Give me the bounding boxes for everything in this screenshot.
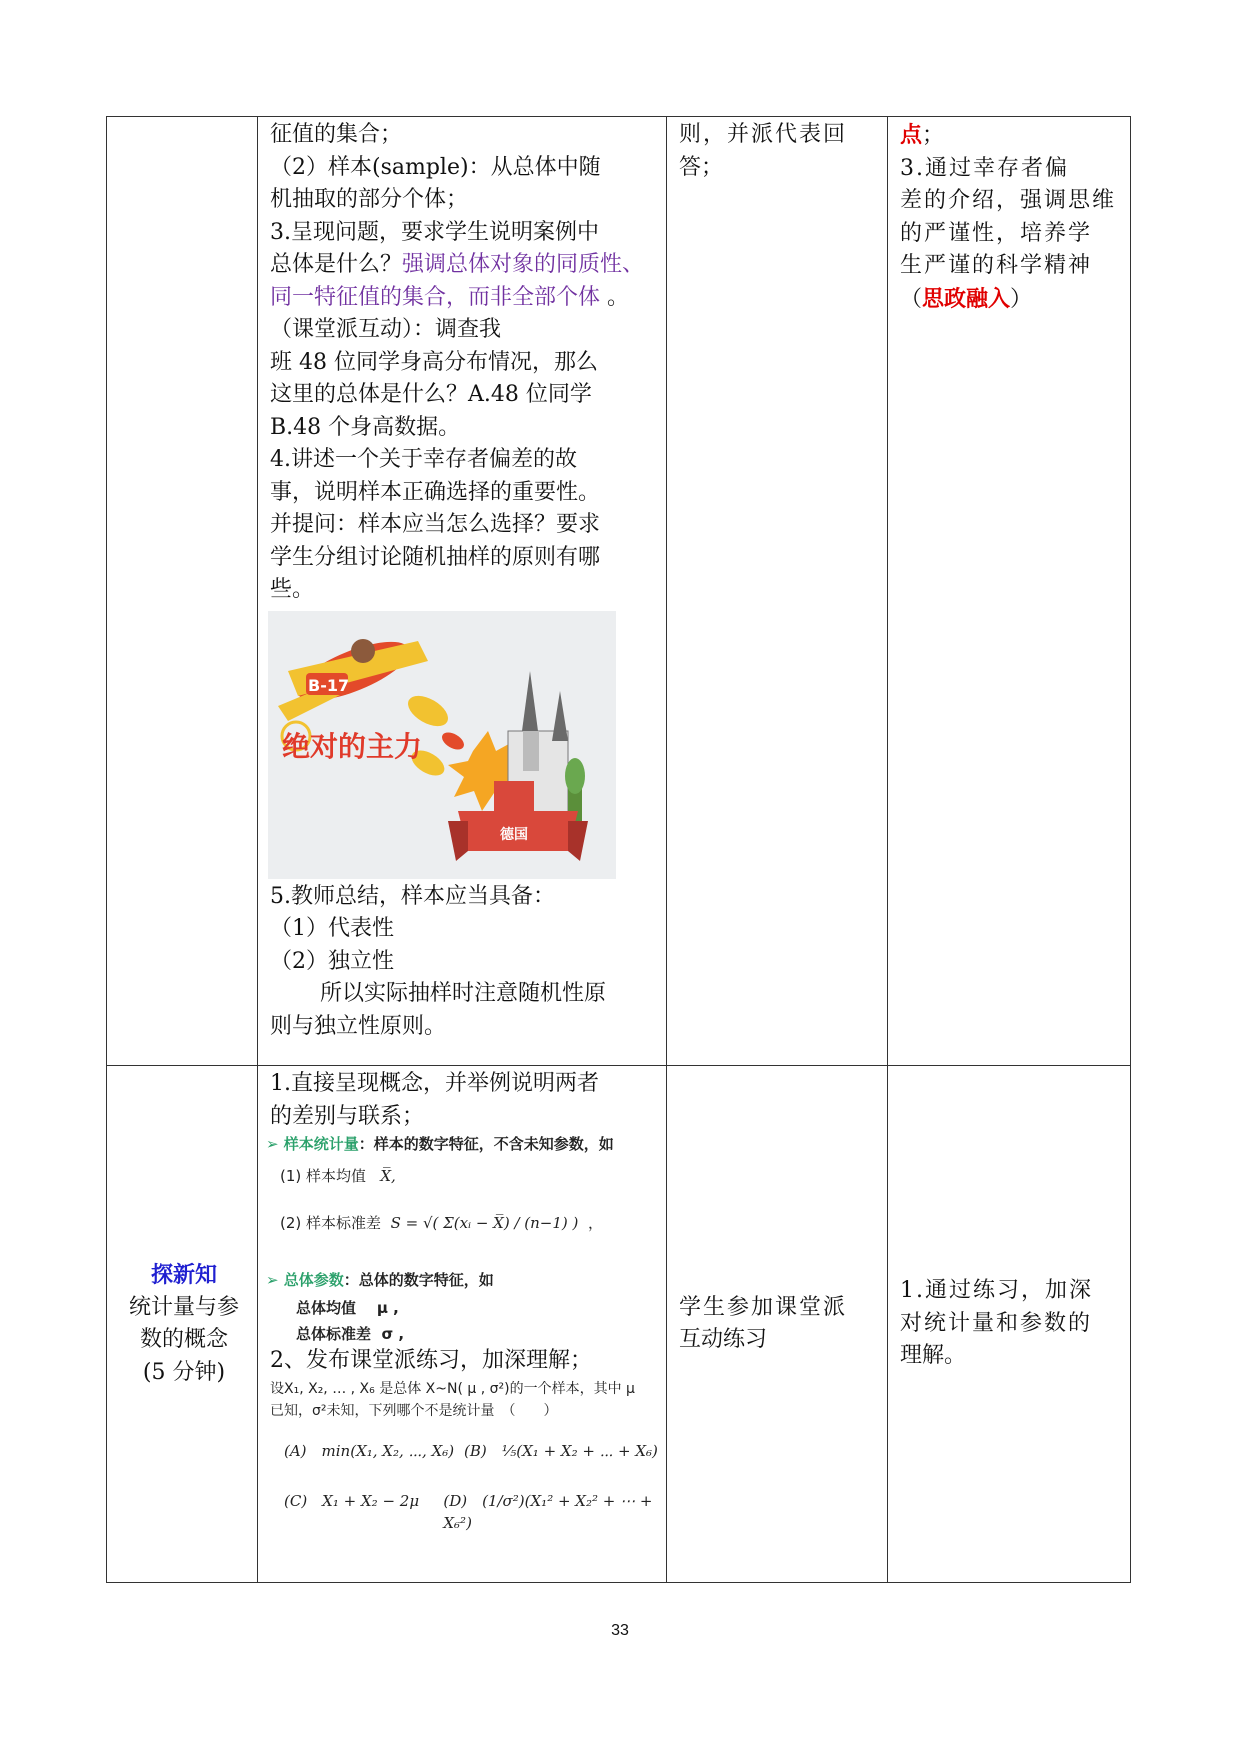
ideology-tag: 思政融入 [922,285,1011,312]
option-b[interactable]: (B) ⅕(X₁ + X₂ + ⋯ + X₆) [464,1441,658,1460]
paren: （ [900,286,923,312]
text-line: 学生参加课堂派 [679,1294,848,1320]
text-line: 对统计量和参数的 [900,1310,1093,1336]
stage-line: 统计量与参 [128,1294,239,1320]
formula-label: 总体均值 [296,1299,357,1317]
formula-label: (2) 样本标准差 [280,1214,382,1232]
text-line: 生严谨的科学精神 [900,253,1093,278]
text-line: 学生分组讨论随机抽样的原则有哪 [270,544,601,570]
formula-expression: S = √( Σ(xᵢ − X̅) / (n−1) ) [390,1214,579,1232]
stage-line: 数的概念 [139,1327,228,1352]
text-line: （2）样本(sample)：从总体中随 [270,154,601,180]
banner-label: 德国 [500,826,528,843]
text-line: 并提问：样本应当怎么选择？要求 [270,512,601,537]
option-c[interactable]: (C) X₁ + X₂ − 2μ [284,1491,420,1510]
design-intent-cell [888,117,1131,1066]
text-line: 。（课堂派互动）：调查我 [270,284,630,342]
text-line: 理解。 [900,1343,967,1369]
text-line: 的严谨性，培养学 [900,220,1093,246]
student-activity-cell [667,117,888,1066]
text-line: 差的介绍，强调思维 [900,188,1117,213]
text-line: 互动练习 [679,1327,768,1352]
exercise-slide [270,1378,658,1534]
table-row [107,1066,1131,1583]
text-line: 5.教师总结，样本应当具备： [270,883,555,909]
formula-tail: ， [587,1214,603,1232]
formula-label: (1) 样本均值 [280,1167,367,1185]
teacher-activity-cell [258,117,667,1066]
design-intent-cell [888,1066,1131,1583]
highlight-text: 点 [900,122,923,148]
student-activity-cell [667,1066,888,1583]
stage-line: (5 分钟) [142,1359,226,1385]
formula-symbol: X̅, [380,1167,396,1185]
text-line: 3.通过幸存者偏 [900,155,1069,181]
text-line: 2、发布课堂派练习，加深理解； [270,1348,592,1373]
text-line: 3.呈现问题，要求学生说明案例中 [270,219,599,245]
option-d[interactable]: (D) (1/σ²)(X₁² + X₂² + ⋯ + X₆²) [443,1491,653,1532]
slide-heading-text: ：总体的数字特征，如 [343,1271,494,1289]
exercise-question: 已知，σ²未知，下列哪个不是统计量 （ ） [270,1402,558,1419]
table-row [107,117,1131,1066]
text-line: 所以实际抽样时注意随机性原 [320,981,607,1006]
text-line: 这里的总体是什么？A.48 位同学 [270,382,592,407]
figure-headline: 绝对的主力 [282,729,423,763]
teacher-activity-cell [258,1066,667,1583]
slide-heading: ➢ 总体参数 [266,1271,344,1289]
stage-cell-empty [107,117,258,1066]
text-line: 1.通过练习，加深 [900,1278,1093,1304]
text-line: 班 48 位同学身高分布情况，那么 [270,349,598,375]
text-line: 总体是什么？ [270,252,403,277]
text-line: 则与独立性原则。 [270,1013,447,1039]
text-line: 机抽取的部分个体； [270,187,469,212]
text-line: 事，说明样本正确选择的重要性。 [270,479,601,505]
text-line: 的差别与联系； [270,1103,425,1129]
exercise-question: 设X₁, X₂, … , X₆ 是总体 X~N( μ , σ²)的一个样本，其中 μ [270,1380,635,1397]
slide-heading-text: ：样本的数字特征，不含未知参数，如 [358,1135,614,1153]
survivorship-bias-illustration [268,611,616,879]
text-line: 则，并派代表回 [679,122,848,147]
text-line: 4.讲述一个关于幸存者偏差的故 [270,447,577,472]
text-line: 答； [679,154,724,180]
formula-symbol: μ , [376,1299,399,1317]
plane-label: B-17 [308,675,350,695]
stage-title: 探新知 [150,1262,217,1288]
option-a[interactable]: (A) min(X₁, X₂, ⋯, X₆) [284,1441,455,1460]
paren: ） [1010,286,1033,312]
text-line: （1）代表性 [270,916,394,941]
emphasis-text: 强调总体对象的同质性、同一特征值的集合，而非全部个体 [270,252,645,310]
stage-cell [107,1066,258,1583]
text-line: B.48 个身高数据。 [270,414,461,440]
text-line: ； [922,123,945,148]
lesson-plan-table [106,116,1131,1583]
formula-label: 总体标准差 [296,1325,372,1343]
text-line: 征值的集合； [270,122,403,147]
concept-slide [266,1133,658,1345]
page-number: 33 [611,1622,629,1639]
text-line: 些。 [270,577,315,602]
text-line: （2）独立性 [270,948,394,974]
illustration-graphic [268,611,616,879]
formula-symbol: σ , [381,1325,405,1343]
slide-heading: ➢ 样本统计量 [266,1135,359,1153]
text-line: 1.直接呈现概念，并举例说明两者 [270,1071,599,1096]
